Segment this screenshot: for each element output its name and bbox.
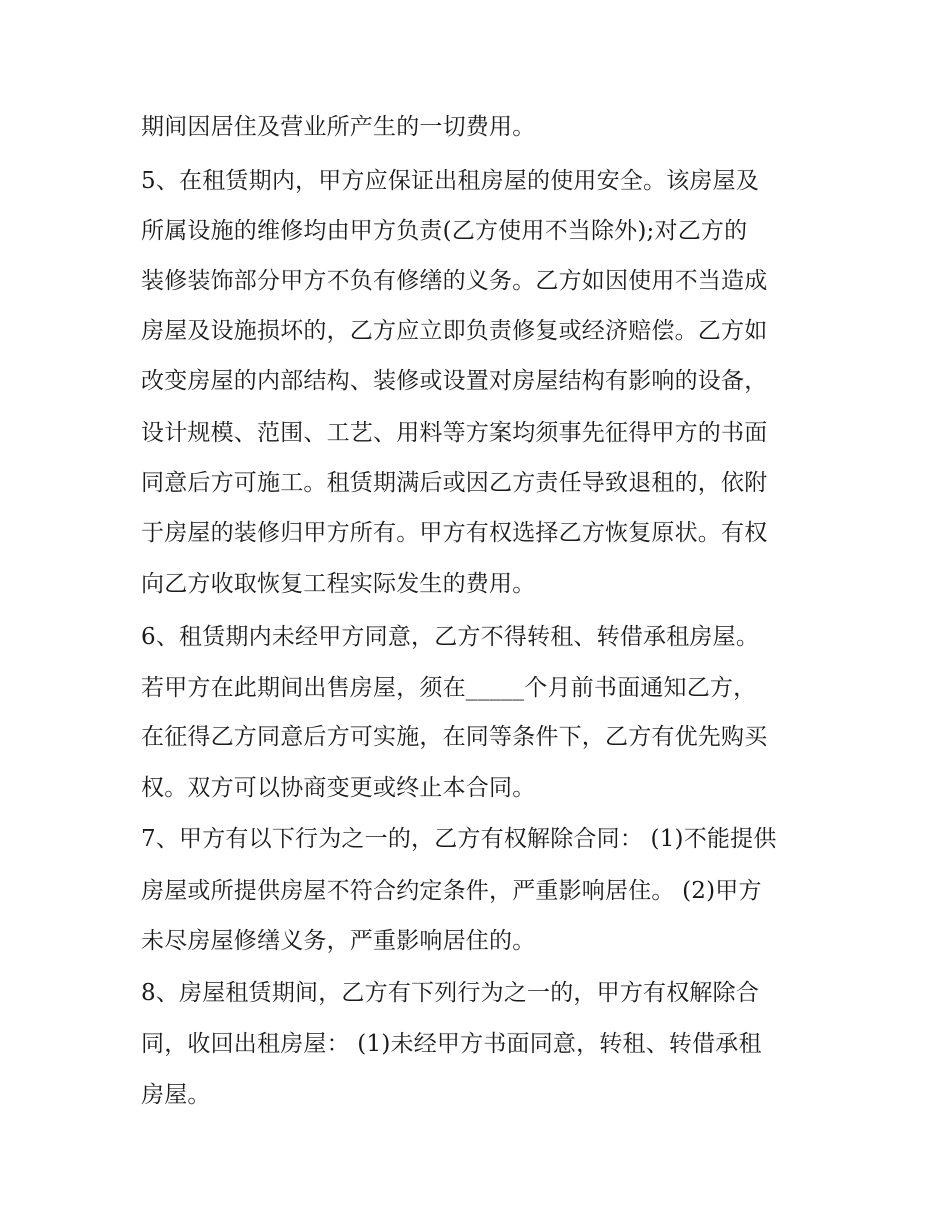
document-line-8: 同意后方可施工。租赁期满后或因乙方责任导致退租的，依附 (141, 470, 768, 496)
document-line-15: 7、甲方有以下行为之一的，乙方有权解除合同： (1)不能提供 (141, 826, 777, 852)
document-line-20: 房屋。 (141, 1082, 211, 1108)
document-line-12: 若甲方在此期间出售房屋，须在_____个月前书面通知乙方， (141, 675, 757, 701)
document-line-5: 房屋及设施损坏的，乙方应立即负责修复或经济赔偿。乙方如 (141, 318, 768, 344)
document-line-4: 装修装饰部分甲方不负有修缮的义务。乙方如因使用不当造成 (141, 268, 768, 294)
document-line-11: 6、租赁期内未经甲方同意，乙方不得转租、转借承租房屋。 (141, 624, 760, 650)
document-line-14: 权。双方可以协商变更或终止本合同。 (141, 775, 536, 801)
document-line-13: 在征得乙方同意后方可实施，在同等条件下，乙方有优先购买 (141, 724, 768, 750)
document-line-3: 所属设施的维修均由甲方负责(乙方使用不当除外);对乙方的 (141, 218, 748, 244)
document-line-1: 期间因居住及营业所产生的一切费用。 (141, 114, 536, 140)
document-line-18: 8、房屋租赁期间，乙方有下列行为之一的，甲方有权解除合 (141, 980, 760, 1006)
document-line-16: 房屋或所提供房屋不符合约定条件，严重影响居住。 (2)甲方 (141, 878, 762, 904)
document-line-10: 向乙方收取恢复工程实际发生的费用。 (141, 571, 536, 597)
document-line-9: 于房屋的装修归甲方所有。甲方有权选择乙方恢复原状。有权 (141, 520, 768, 546)
document-line-7: 设计规模、范围、工艺、用料等方案均须事先征得甲方的书面 (141, 420, 768, 446)
document-line-6: 改变房屋的内部结构、装修或设置对房屋结构有影响的设备， (141, 368, 768, 394)
document-line-17: 未尽房屋修缮义务，严重影响居住的。 (141, 928, 536, 954)
document-line-19: 同，收回出租房屋： (1)未经甲方书面同意，转租、转借承租 (141, 1031, 762, 1057)
document-line-2: 5、在租赁期内，甲方应保证出租房屋的使用安全。该房屋及 (141, 168, 760, 194)
